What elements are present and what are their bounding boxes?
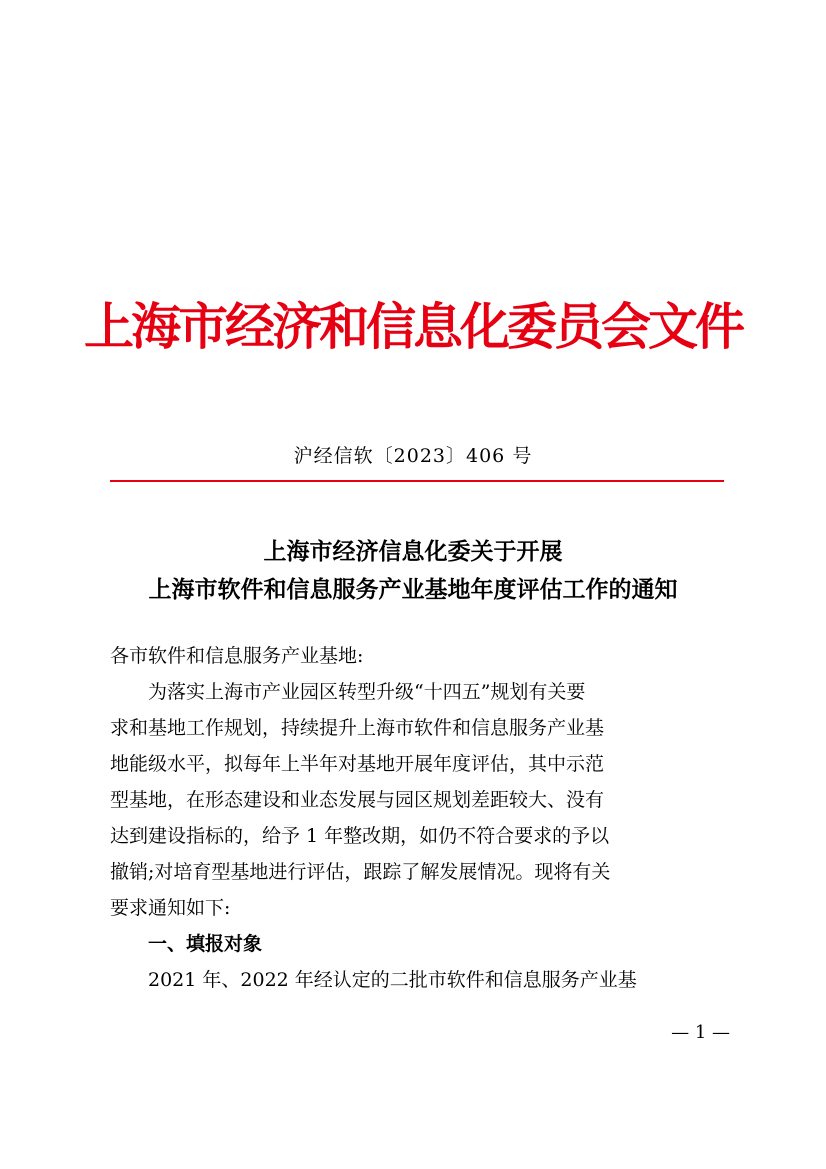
notice-title-line-2: 上海市软件和信息服务产业基地年度评估工作的通知	[148, 576, 678, 603]
paragraph-line: 2021 年、2022 年经认定的二批市软件和信息服务产业基	[148, 969, 637, 991]
issuer-header: 上海市经济和信息化委员会文件	[84, 297, 742, 356]
addressee: 各市软件和信息服务产业基地:	[110, 645, 364, 667]
paragraph-line: 为落实上海市产业园区转型升级“十四五”规划有关要	[148, 681, 586, 703]
paragraph-line: 求和基地工作规划，持续提升上海市软件和信息服务产业基	[110, 717, 605, 739]
paragraph-line: 型基地，在形态建设和业态发展与园区规划差距较大、没有	[110, 789, 605, 811]
paragraph-line: 地能级水平，拟每年上半年对基地开展年度评估，其中示范	[110, 753, 605, 775]
page-number: — 1 —	[671, 1022, 730, 1043]
paragraph-line: 达到建设指标的，给予 1 年整改期，如仍不符合要求的予以	[110, 825, 610, 847]
paragraph-line: 撤销;对培育型基地进行评估，跟踪了解发展情况。现将有关	[110, 861, 611, 883]
notice-title-line-1: 上海市经济信息化委关于开展	[263, 538, 563, 565]
paragraph-line: 要求通知如下:	[110, 897, 231, 919]
document-number: 沪经信软〔2023〕406 号	[293, 445, 533, 467]
section-heading: 一、填报对象	[148, 933, 263, 955]
red-divider-line	[110, 480, 724, 482]
